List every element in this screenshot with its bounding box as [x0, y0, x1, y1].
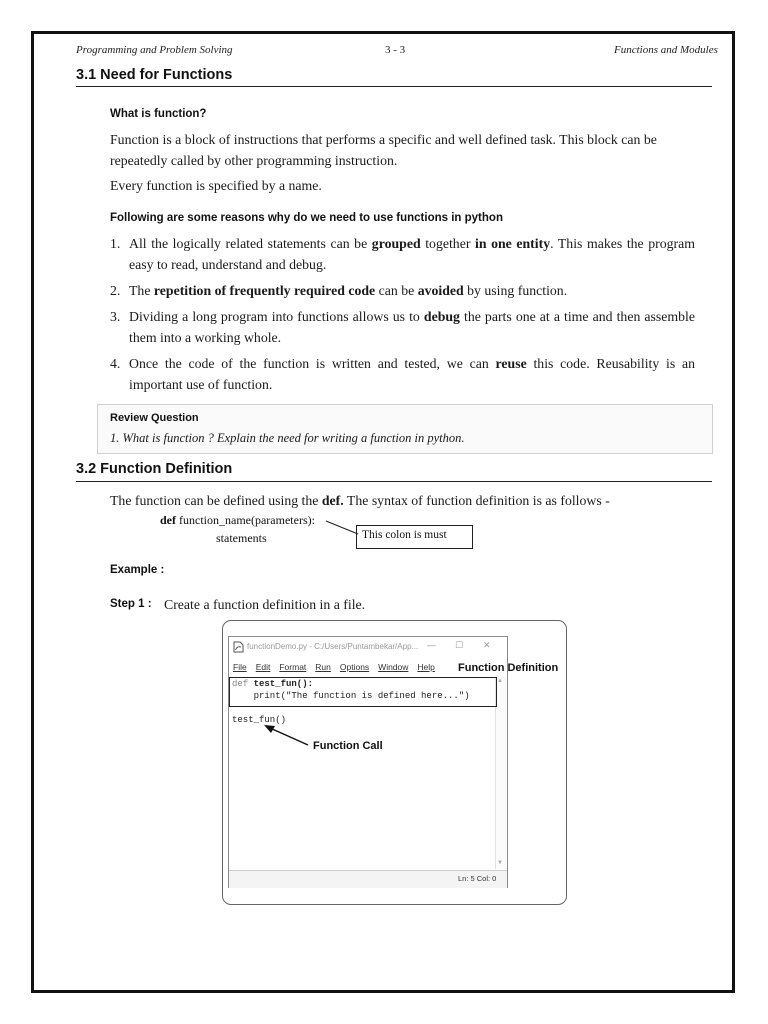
- close-button[interactable]: ✕: [483, 640, 491, 650]
- menu-help[interactable]: Help: [417, 662, 435, 672]
- function-call-arrow: [262, 724, 312, 748]
- scroll-up-icon[interactable]: ▲: [497, 678, 503, 684]
- menu-window[interactable]: Window: [378, 662, 409, 672]
- running-head-left: Programming and Problem Solving: [76, 44, 233, 56]
- running-head-right: Functions and Modules: [614, 44, 718, 56]
- paragraph-name: Every function is specified by a name.: [110, 178, 322, 193]
- menu-format[interactable]: Format: [279, 662, 307, 672]
- example-label: Example :: [110, 564, 165, 576]
- syntax-statements: statements: [216, 531, 267, 545]
- callout-text: This colon is must: [362, 529, 447, 541]
- code-line-print: print("The function is defined here..."): [232, 691, 470, 701]
- window-title: functionDemo.py - C:/Users/Puntambekar/App...: [247, 642, 419, 651]
- section-title-3-2: 3.2 Function Definition: [76, 461, 233, 477]
- label-function-definition: Function Definition: [458, 662, 559, 674]
- step-text: Create a function definition in a file.: [164, 597, 366, 612]
- subhead-reasons: Following are some reasons why do we need to use functions in python: [110, 212, 503, 224]
- menu-options[interactable]: Options: [339, 662, 370, 672]
- label-function-call: Function Call: [313, 740, 383, 752]
- section-title-3-1: 3.1 Need for Functions: [76, 67, 233, 83]
- paragraph-def-intro: The function can be defined using the def. The syntax of function definition is as follows -: [110, 493, 610, 508]
- python-file-icon: [233, 640, 244, 652]
- section-rule-3-1: [76, 86, 712, 87]
- menu-edit[interactable]: Edit: [255, 662, 271, 672]
- list-item-reason-4: 4. Once the code of the function is written and tested, we can reuse this code. Reusability is an important use of function.: [110, 356, 696, 392]
- running-head-page: 3 - 3: [385, 44, 406, 56]
- code-line-call: test_fun(): [232, 715, 287, 725]
- menu-bar: [233, 662, 435, 672]
- menu-run[interactable]: Run: [315, 662, 331, 672]
- list-item-reason-1: 1. All the logically related statements can be grouped together in one entity. This makes the program easy to read, understand and debug.: [110, 236, 695, 272]
- scroll-down-icon[interactable]: ▼: [497, 860, 503, 866]
- status-position: Ln: 5 Col: 0: [458, 874, 497, 883]
- subhead-what-is-function: What is function?: [110, 108, 207, 120]
- reasons-list: [110, 233, 695, 400]
- review-question: 1. What is function ? Explain the need for writing a function in python.: [110, 431, 465, 445]
- maximize-button[interactable]: ☐: [455, 640, 464, 650]
- minimize-button[interactable]: —: [427, 640, 436, 650]
- syntax-line: def function_name(parameters):: [160, 513, 315, 527]
- paragraph-definition-line2: repeatedly called by other programming instruction.: [110, 153, 398, 168]
- menu-file[interactable]: File: [233, 662, 247, 672]
- section-rule-3-2: [76, 481, 712, 482]
- review-heading: Review Question: [110, 412, 199, 424]
- list-item-reason-2: 2. The repetition of frequently required code can be avoided by using function.: [110, 283, 568, 298]
- list-item-reason-3: 3. Dividing a long program into functions allows us to debug the parts one at a time and then assemble them into a working whole.: [110, 309, 695, 345]
- paragraph-definition-line1: Function is a block of instructions that performs a specific and well defined task. This block can be: [110, 132, 657, 147]
- code-line-def: def test_fun():: [232, 679, 314, 689]
- step-label: Step 1 :: [110, 598, 152, 610]
